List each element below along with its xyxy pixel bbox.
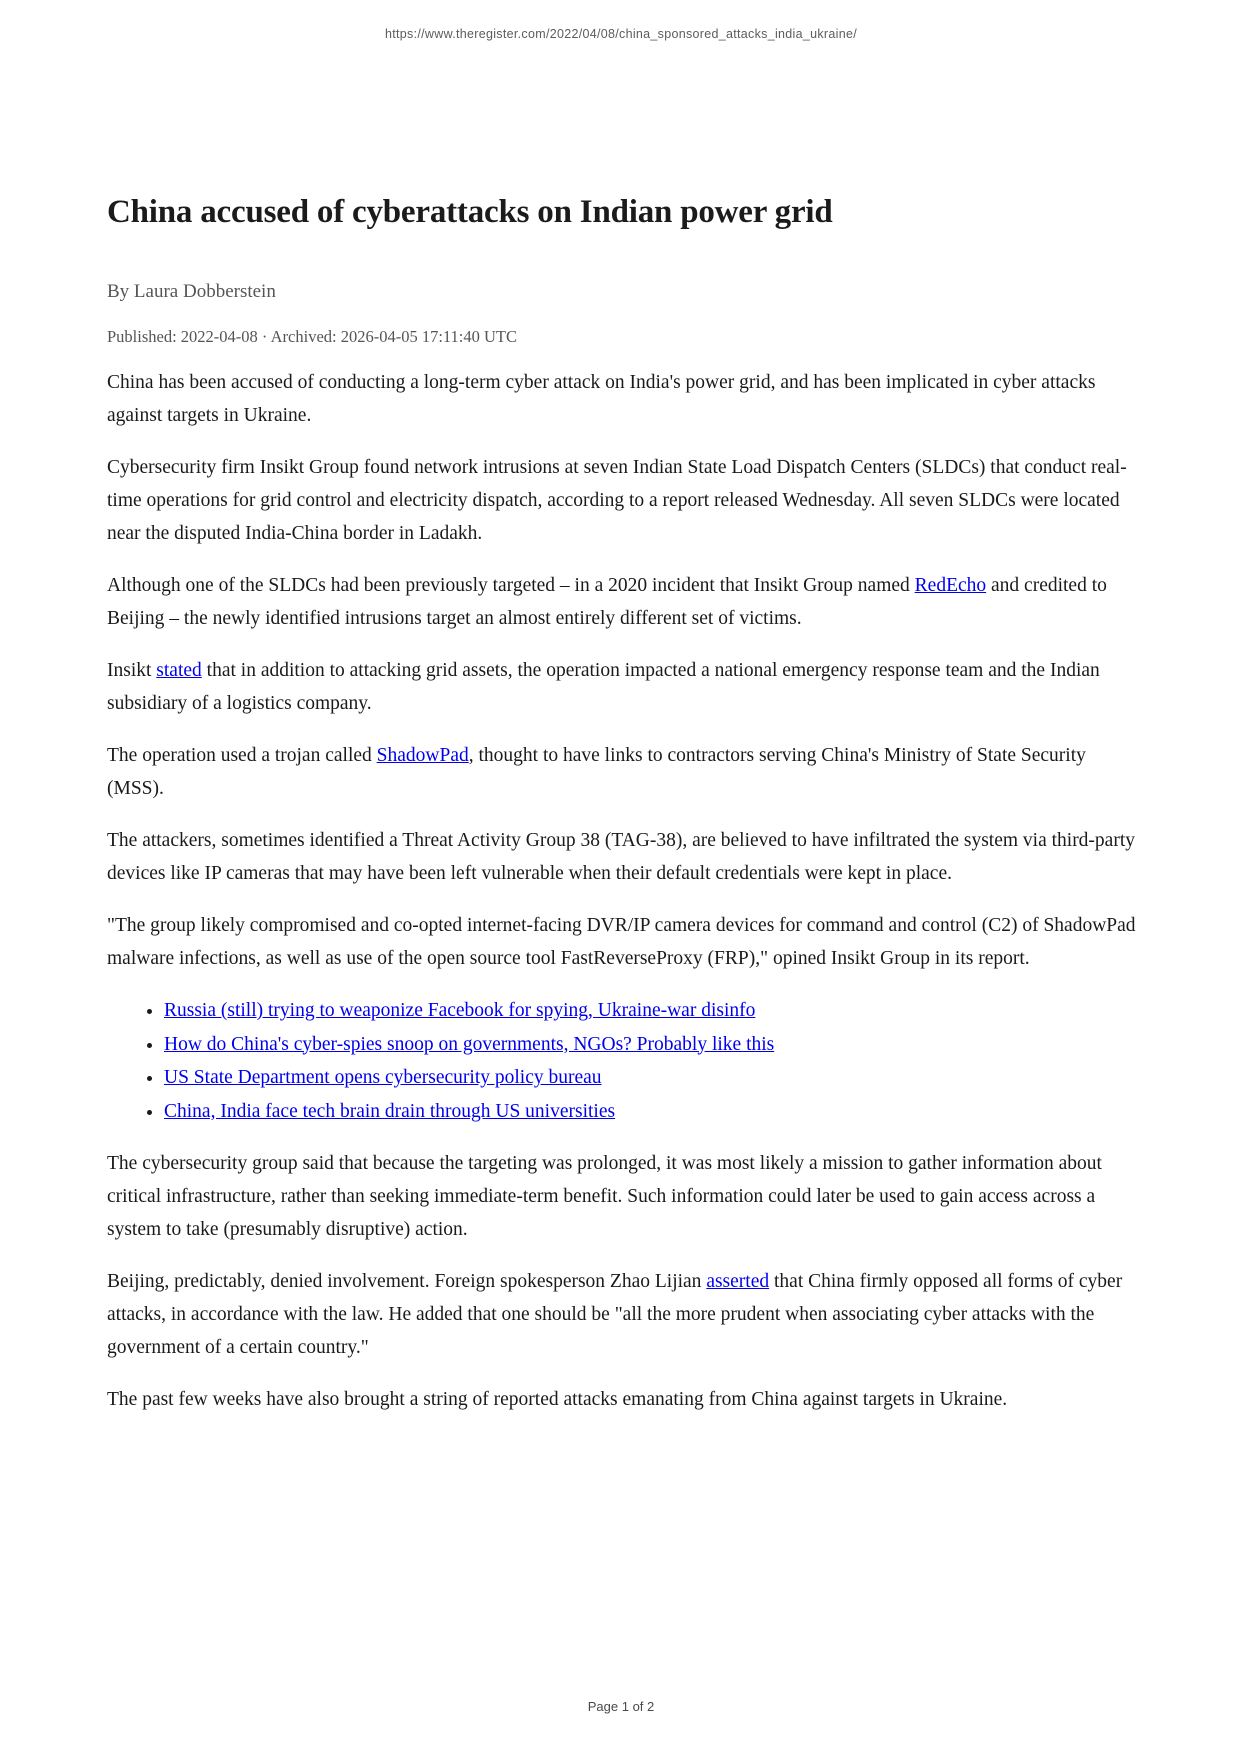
link-stated[interactable]: stated <box>156 660 202 681</box>
paragraph <box>107 569 1139 635</box>
paragraph-text: , thought to have links to contractors serving China's Ministry of State Security (MSS). <box>107 745 1086 799</box>
related-link-how-do-china[interactable]: How do China's cyber-spies snoop on governments, NGOs? Probably like this <box>164 1033 775 1055</box>
paragraph-text: The attackers, sometimes identified a Threat Activity Group 38 (TAG-38), are believed to have infiltrated the system via third-party devices like IP cameras that may have been left vulnerable when their default credentials were kept in place. <box>107 830 1135 884</box>
list-item <box>164 1095 1139 1129</box>
article-body <box>107 366 1139 1416</box>
paragraph-text: The operation used a trojan called <box>107 745 377 766</box>
page-title: China accused of cyberattacks on Indian power grid <box>107 194 833 230</box>
archive-url: https://www.theregister.com/2022/04/08/china_sponsored_attacks_india_ukraine/ <box>385 27 857 41</box>
paragraph <box>107 739 1139 805</box>
paragraph-text: Cybersecurity firm Insikt Group found network intrusions at seven Indian State Load Dispatch Centers (SLDCs) that conduct real-time operations for grid control and electricity dispatch, according to a report released Wednesday. All seven SLDCs were located near the disputed India-China border in Ladakh. <box>107 457 1127 544</box>
related-link-russia-still-trying[interactable]: Russia (still) trying to weaponize Facebook for spying, Ukraine-war disinfo <box>164 1000 756 1021</box>
paragraph-text: The cybersecurity group said that because the targeting was prolonged, it was most likely a mission to gather information about critical infrastructure, rather than seeking immediate-term benefit. Such information could later be used to gain access across a system to take (presumably disruptive) action. <box>107 1153 1102 1240</box>
paragraph <box>107 1265 1139 1364</box>
paragraph-text: that in addition to attacking grid assets, the operation impacted a national emergency response team and the Indian subsidiary of a logistics company. <box>107 660 1100 714</box>
paragraph-text: Beijing, predictably, denied involvement. Foreign spokesperson Zhao Lijian <box>107 1271 707 1292</box>
paragraph-text: that China firmly opposed all forms of cyber attacks, in accordance with the law. He added that one should be "all the more prudent when associating cyber attacks with the government of a certain country." <box>107 1271 1123 1358</box>
list-item <box>164 1028 1139 1062</box>
paragraph <box>107 1147 1139 1246</box>
paragraph-text: "The group likely compromised and co-opted internet-facing DVR/IP camera devices for command and control (C2) of ShadowPad malware infections, as well as use of the open source tool FastReverseProxy (FRP)," opined Insikt Group in its report. <box>107 915 1136 969</box>
paragraph <box>107 366 1139 432</box>
paragraph-text: China has been accused of conducting a long-term cyber attack on India's power grid, and has been implicated in cyber attacks against targets in Ukraine. <box>107 372 1096 426</box>
related-link-china-india-face[interactable]: China, India face tech brain drain through US universities <box>164 1100 616 1122</box>
published-archived-line: Published: 2022-04-08 · Archived: 2026-04-05 17:11:40 UTC <box>107 327 518 346</box>
page-number: Page 1 of 2 <box>587 1699 655 1714</box>
list-item <box>164 994 1139 1028</box>
paragraph <box>107 909 1139 975</box>
list-item <box>164 1061 1139 1095</box>
paragraph-text: Although one of the SLDCs had been previously targeted – in a 2020 incident that Insikt Group named <box>107 575 915 596</box>
byline: By Laura Dobberstein <box>107 281 276 302</box>
related-link-us-state-department[interactable]: US State Department opens cybersecurity policy bureau <box>164 1067 602 1088</box>
link-shadowpad[interactable]: ShadowPad <box>376 745 469 766</box>
paragraph <box>107 654 1139 720</box>
link-asserted[interactable]: asserted <box>706 1271 770 1292</box>
paragraph <box>107 824 1139 890</box>
paragraph <box>107 1383 1139 1416</box>
paragraph-text: and credited to Beijing – the newly identified intrusions target an almost entirely different set of victims. <box>107 575 1107 629</box>
paragraph-text: Insikt <box>107 660 157 681</box>
paragraph-text: The past few weeks have also brought a string of reported attacks emanating from China against targets in Ukraine. <box>107 1389 1008 1410</box>
article <box>107 193 1139 1416</box>
related-links-list <box>107 994 1139 1128</box>
link-redecho[interactable]: RedEcho <box>914 575 987 596</box>
paragraph <box>107 451 1139 550</box>
